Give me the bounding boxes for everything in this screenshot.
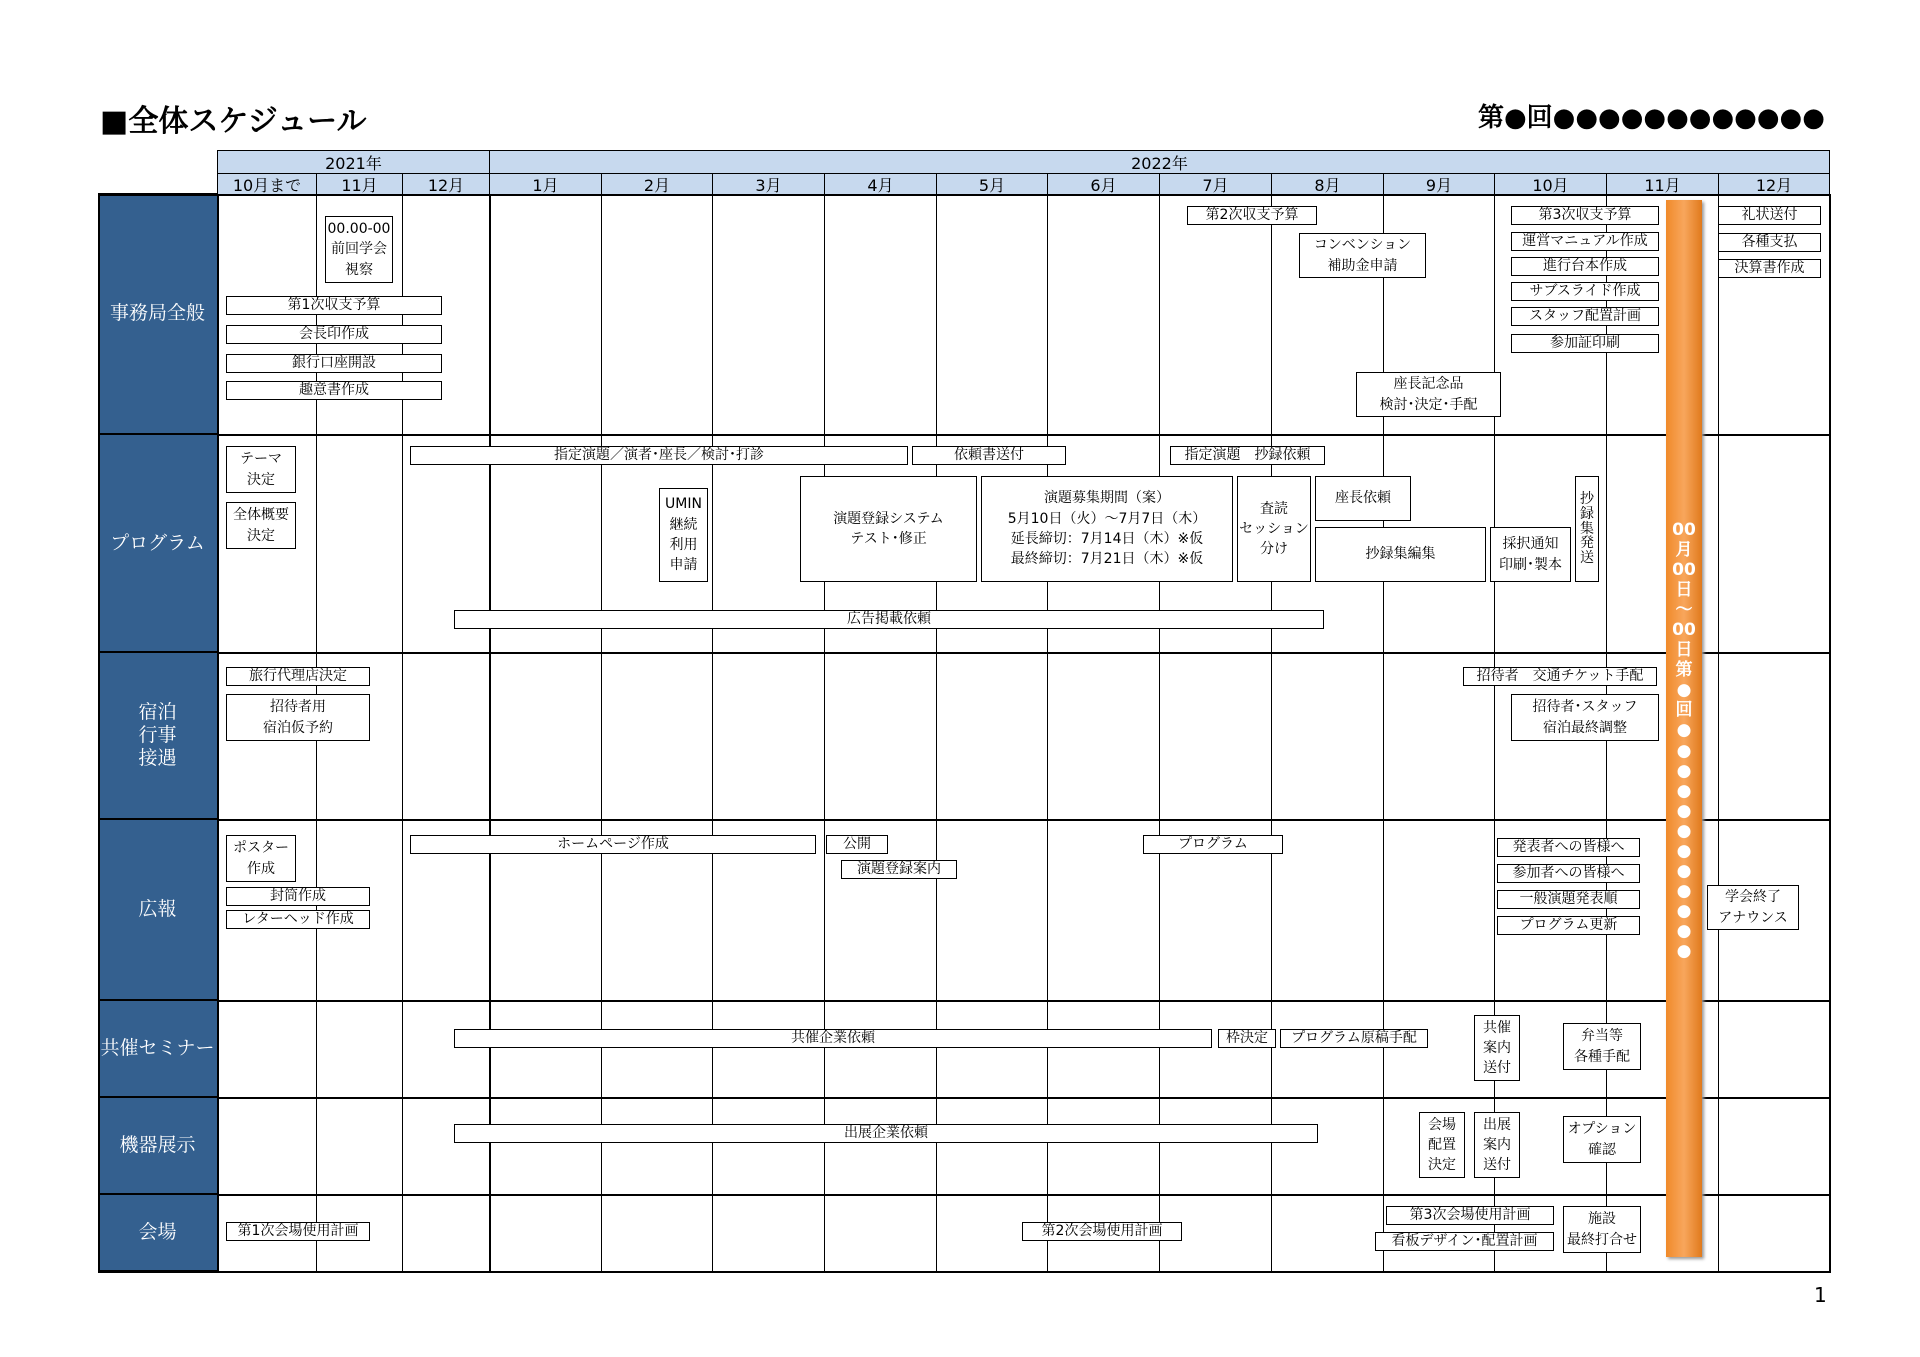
conference-name: 第●回●●●●●●●●●●●● — [1478, 103, 1825, 133]
task-homepage: ホームページ作成 — [410, 835, 816, 854]
task-ticket: 招待者 交通チケット手配 — [1463, 667, 1657, 686]
event-period-char: 回 — [1675, 700, 1693, 721]
event-period-char: ● — [1676, 940, 1692, 961]
task-shutten-annai: 出展 案内 送付 — [1474, 1112, 1520, 1178]
task-shutten: 出展企業依頼 — [454, 1124, 1318, 1143]
task-shoutai-kari: 招待者用 宿泊仮予約 — [226, 694, 370, 741]
month-header: 11月 — [316, 173, 403, 195]
task-shuuryou: 学会終了 アナウンス — [1707, 885, 1799, 930]
event-period-char: 月 — [1675, 540, 1693, 561]
task-kanban: 看板デザイン･配置計画 — [1375, 1232, 1554, 1251]
task-fuutou: 封筒作成 — [226, 887, 370, 906]
task-shoutai-saishu: 招待者･スタッフ 宿泊最終調整 — [1511, 694, 1659, 741]
row-label-kouhou: 広報 — [98, 820, 217, 1001]
task-koukai: 公開 — [826, 835, 888, 854]
task-zachou-kinen: 座長記念品 検討･決定･手配 — [1356, 372, 1501, 417]
year-header: 2021年 — [217, 150, 490, 174]
event-period-char: 00 — [1672, 560, 1696, 581]
event-period-char: 00 — [1672, 620, 1696, 641]
task-happyousha: 発表者への皆様へ — [1497, 838, 1640, 857]
task-yosan1: 第1次収支予算 — [226, 296, 442, 315]
vertical-char: 抄 — [1580, 491, 1594, 508]
task-gaiyou: 全体概要 決定 — [226, 502, 296, 549]
task-kaijou-haichi: 会場 配置 決定 — [1419, 1112, 1465, 1178]
task-sadoku: 査読 セッション 分け — [1237, 476, 1311, 582]
task-ippan: 一般演題発表順 — [1497, 890, 1640, 909]
task-program-koushin: プログラム更新 — [1497, 916, 1640, 935]
month-header: 3月 — [712, 173, 825, 195]
task-shiharai: 各種支払 — [1718, 233, 1821, 252]
month-header: 4月 — [824, 173, 937, 195]
month-header: 2月 — [601, 173, 713, 195]
task-option: オプション 確認 — [1563, 1116, 1641, 1163]
task-waku: 枠決定 — [1218, 1029, 1276, 1048]
event-period-char: ● — [1676, 800, 1692, 821]
event-period-char: ● — [1676, 720, 1692, 741]
task-kyousai-irai: 共催企業依頼 — [454, 1029, 1212, 1048]
task-saitaku: 採択通知 印刷･製本 — [1490, 527, 1571, 582]
event-period-char: ● — [1676, 880, 1692, 901]
month-header: 7月 — [1159, 173, 1272, 195]
page-title: ■全体スケジュール — [100, 104, 367, 139]
event-period-char: ● — [1676, 840, 1692, 861]
month-header: 1月 — [489, 173, 602, 195]
task-sankasha: 参加者への皆様へ — [1497, 864, 1640, 883]
task-shisetsu: 施設 最終打合せ — [1563, 1206, 1641, 1253]
task-shuisho: 趣意書作成 — [226, 381, 442, 400]
task-subslide: サブスライド作成 — [1511, 282, 1659, 301]
task-shoroku-hassou — [1575, 476, 1599, 582]
event-period-label — [1666, 520, 1702, 961]
task-umin: UMIN 継続 利用 申請 — [659, 488, 708, 582]
event-period-char: ● — [1676, 740, 1692, 761]
row-label-kiki: 機器展示 — [98, 1098, 217, 1195]
event-period-char: 00 — [1672, 520, 1696, 540]
task-sankasho: 参加証印刷 — [1511, 334, 1659, 353]
task-poster: ポスター 作成 — [226, 835, 296, 882]
row-label-shukuhaku: 宿泊 行事 接遇 — [98, 653, 217, 820]
task-zenkai: 00.00-00 前回学会 視察 — [325, 216, 393, 283]
year-header: 2022年 — [489, 150, 1830, 174]
event-period-char: 第 — [1675, 660, 1693, 681]
task-boshu: 演題募集期間（案） 5月10日（火）～7月7日（木） 延長締切：7月14日（木）※仮 最終締切：7月21日（木）※仮 — [981, 476, 1233, 582]
event-period-char: ● — [1676, 820, 1692, 841]
task-yosan3: 第3次収支予算 — [1511, 206, 1659, 225]
task-shitei: 指定演題／演者･座長／検討･打診 — [410, 446, 908, 465]
task-iraisho: 依頼書送付 — [912, 446, 1066, 465]
task-letterhead: レターヘッド作成 — [226, 910, 370, 929]
event-period-char: ● — [1676, 760, 1692, 781]
event-period-char: ● — [1676, 680, 1692, 701]
event-period-char: 日 — [1675, 640, 1693, 661]
event-period-char: ～ — [1675, 600, 1693, 621]
task-kaijou1: 第1次会場使用計画 — [226, 1222, 370, 1241]
month-header: 10月まで — [217, 173, 317, 195]
month-header: 12月 — [1718, 173, 1830, 195]
month-header: 5月 — [936, 173, 1048, 195]
task-koukoku: 広告掲載依頼 — [454, 610, 1324, 629]
task-yosan2: 第2次収支予算 — [1187, 206, 1317, 225]
month-header: 6月 — [1047, 173, 1160, 195]
task-zachou-irai: 座長依頼 — [1315, 476, 1411, 521]
task-shorokushu: 抄録集編集 — [1315, 527, 1486, 582]
task-kaijou3: 第3次会場使用計画 — [1386, 1206, 1554, 1225]
event-period-char: ● — [1676, 860, 1692, 881]
task-manual: 運営マニュアル作成 — [1511, 232, 1659, 251]
row-label-program: プログラム — [98, 435, 217, 653]
vertical-char: 送 — [1580, 550, 1594, 567]
event-period-char: ● — [1676, 900, 1692, 921]
month-header: 11月 — [1606, 173, 1719, 195]
row-label-jimukyoku: 事務局全般 — [98, 194, 217, 435]
event-period-char: 日 — [1675, 580, 1693, 601]
task-system: 演題登録システム テスト･修正 — [800, 476, 977, 582]
month-header: 10月 — [1494, 173, 1607, 195]
vertical-char: 発 — [1580, 535, 1594, 552]
task-kessan: 決算書作成 — [1718, 259, 1821, 278]
task-shinkou: 進行台本作成 — [1511, 257, 1659, 276]
month-header: 12月 — [402, 173, 490, 195]
task-kyousai-annai: 共催 案内 送付 — [1474, 1015, 1520, 1081]
event-period-char: ● — [1676, 920, 1692, 941]
task-convention: コンベンション 補助金申請 — [1299, 233, 1426, 278]
row-label-kyousai: 共催セミナー — [98, 1001, 217, 1098]
row-label-kaijou: 会場 — [98, 1195, 217, 1272]
task-kaichoin: 会長印作成 — [226, 325, 442, 344]
task-shitei-shoroku: 指定演題 抄録依頼 — [1170, 446, 1325, 465]
task-ryokou: 旅行代理店決定 — [226, 667, 370, 686]
month-header: 8月 — [1271, 173, 1384, 195]
task-genkou: プログラム原稿手配 — [1280, 1029, 1428, 1048]
event-period-char: ● — [1676, 780, 1692, 801]
task-kaijou2: 第2次会場使用計画 — [1022, 1222, 1182, 1241]
task-program-kh: プログラム — [1143, 835, 1283, 854]
task-bentou: 弁当等 各種手配 — [1563, 1023, 1641, 1070]
month-header: 9月 — [1383, 173, 1495, 195]
task-reijou: 礼状送付 — [1718, 206, 1821, 225]
vertical-char: 集 — [1580, 520, 1594, 537]
task-theme: テーマ 決定 — [226, 446, 296, 493]
vertical-char: 録 — [1580, 505, 1594, 522]
task-staff: スタッフ配置計画 — [1511, 307, 1659, 326]
task-ginkou: 銀行口座開設 — [226, 354, 442, 373]
task-endai-annai: 演題登録案内 — [841, 860, 957, 879]
page-number: 1 — [1814, 1283, 1827, 1307]
